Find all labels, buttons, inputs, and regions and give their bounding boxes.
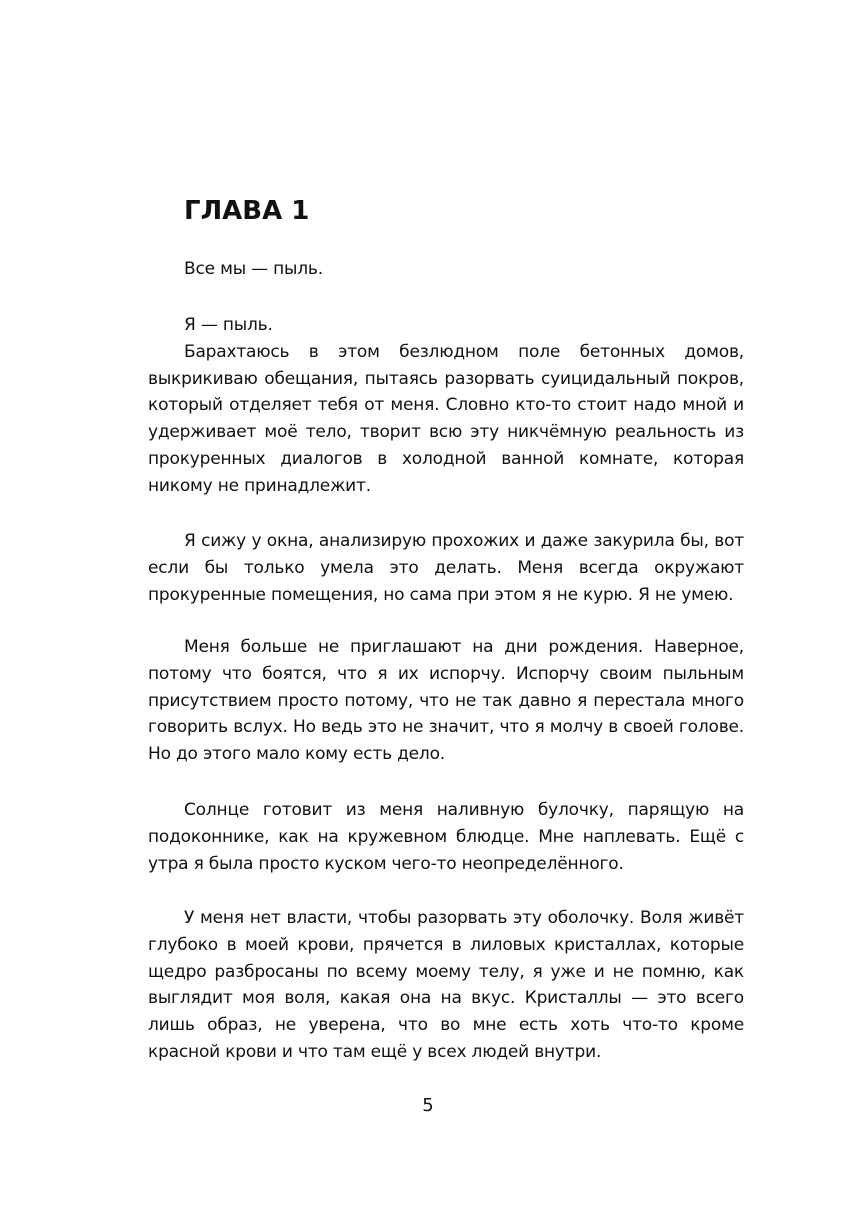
paragraph-block-4	[148, 634, 744, 768]
chapter-title: ГЛАВА 1	[184, 196, 310, 226]
paragraph: Все мы — пыль.	[184, 259, 323, 279]
paragraph-block-1	[148, 256, 744, 283]
paragraph: Я сижу у окна, анализирую прохожих и даже закурила бы, вот если бы только умела это делать. Меня всегда окружают прокуренные помещения, но сама при этом я не курю. Я не умею.	[148, 531, 744, 605]
paragraph: У меня нет власти, чтобы разорвать эту оболочку. Воля живёт глубоко в моей крови, прячется в лиловых кристаллах, которые щедро разбросаны по всему моему телу, я уже и не помню, как выглядит моя воля, какая она на вкус. Кристаллы — это всего лишь образ, не уверена, что во мне есть хоть что-то кроме красной крови и что там ещё у всех людей внутри.	[148, 908, 744, 1062]
paragraph: Барахтаюсь в этом безлюдном поле бетонных домов, выкрикиваю обещания, пытаясь разорвать суицидальный покров, который отделяет тебя от меня. Словно кто-то стоит надо мной и удерживает моё тело, творит всю эту никчёмную реальность из прокуренных диалогов в холодной ванной комнате, которая никому не принадлежит.	[148, 341, 744, 496]
paragraph-block-3	[148, 528, 744, 608]
paragraph: Меня больше не приглашают на дни рождения. Наверное, потому что боятся, что я их испорчу. Испорчу своим пыльным присутствием просто потому, что не так давно я перестала много говорить вслух. Но ведь это не значит, что я молчу в своей голове. Но до этого мало кому есть дело.	[148, 637, 744, 765]
paragraph-block-5	[148, 797, 744, 877]
page-number: 5	[422, 1095, 434, 1116]
paragraph: Солнце готовит из меня наливную булочку, парящую на подоконнике, как на кружевном блюдце. Мне наплевать. Ещё с утра я была просто куском чего-то неопределённого.	[148, 800, 744, 874]
paragraph-block-2	[148, 312, 744, 500]
paragraph: Я — пыль.	[184, 315, 273, 335]
paragraph-block-6	[148, 905, 744, 1066]
